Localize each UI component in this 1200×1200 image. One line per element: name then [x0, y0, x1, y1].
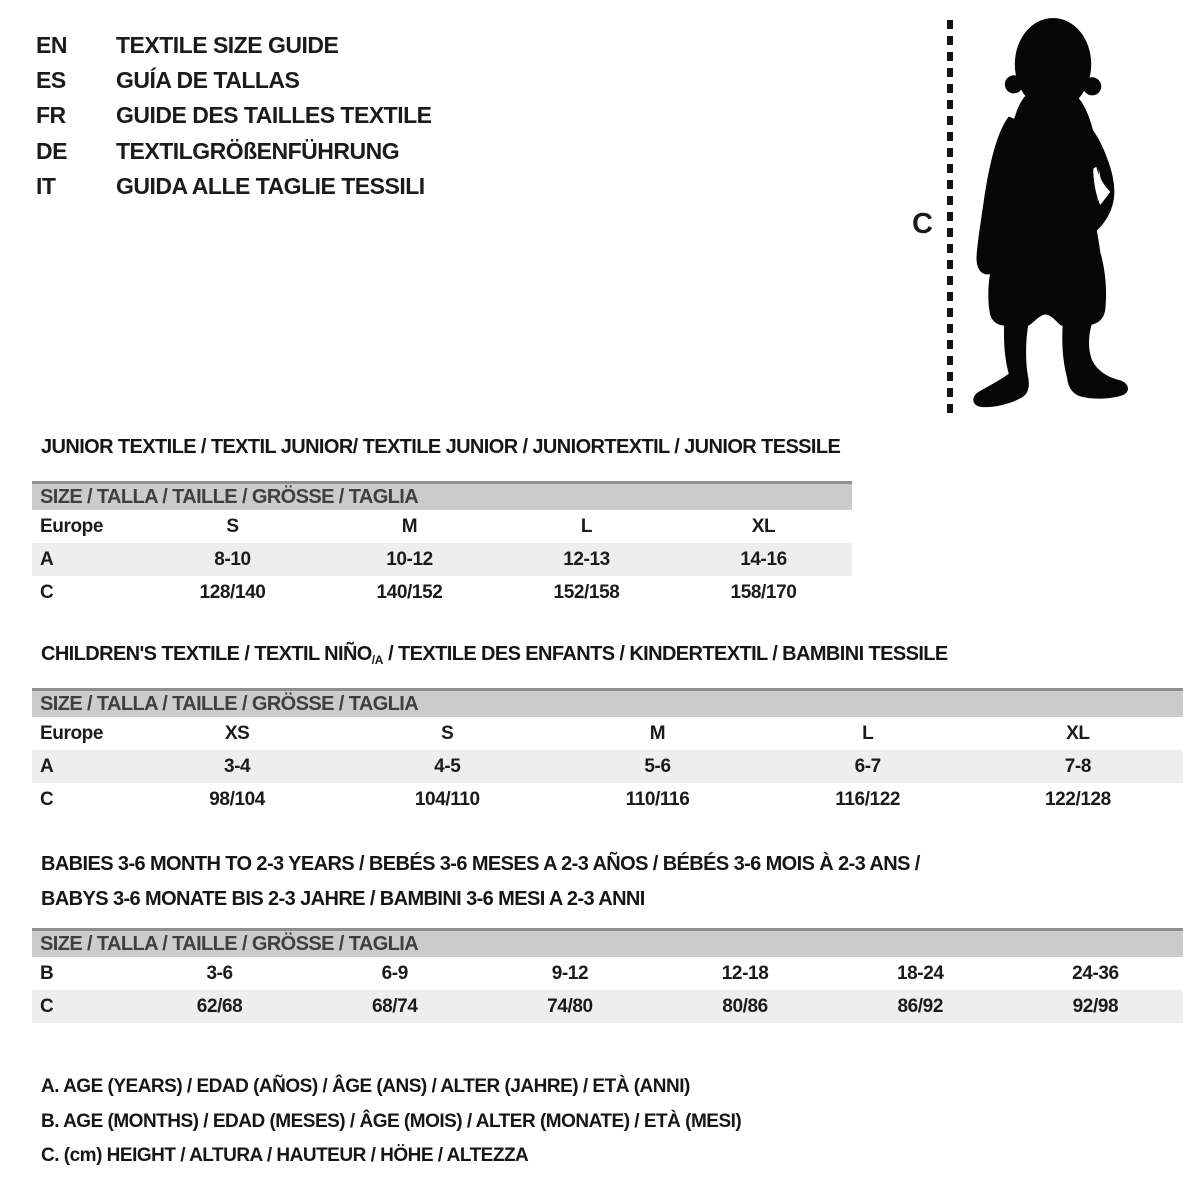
junior-size-table — [32, 481, 852, 609]
language-code: IT — [36, 172, 56, 199]
age-cell: 5-6 — [644, 755, 671, 777]
age-cell: 10-12 — [386, 548, 433, 570]
children-section-title — [41, 643, 948, 666]
legend-line-age-months: B. AGE (MONTHS) / EDAD (MESES) / ÂGE (MOIS) / ALTER (MONATE) / ETÀ (MESI) — [41, 1110, 742, 1132]
guide-title: TEXTILGRÖßENFÜHRUNG — [116, 137, 400, 164]
legend-line-height-cm: C. (cm) HEIGHT / ALTURA / HAUTEUR / HÖHE / ALTEZZA — [41, 1145, 529, 1167]
height-cell: 122/128 — [1044, 788, 1111, 810]
size-cell: L — [580, 515, 593, 537]
height-measure-label: C — [912, 208, 933, 240]
height-cell: 110/116 — [625, 788, 690, 810]
height-dashed-line — [947, 20, 953, 414]
age-cell: 4-5 — [434, 755, 461, 777]
children-title-suffix: / TEXTILE DES ENFANTS / KINDERTEXTIL / BAMBINI TESSILE — [383, 643, 948, 665]
row-label: Europe — [40, 722, 104, 744]
babies-size-table — [32, 928, 1183, 1023]
language-code: FR — [36, 102, 66, 129]
height-cell: 86/92 — [897, 995, 944, 1017]
children-title-subscript: /A — [371, 653, 384, 667]
guide-title: GUIDE DES TAILLES TEXTILE — [116, 102, 432, 129]
row-label: A — [40, 755, 54, 777]
language-code: ES — [36, 67, 66, 94]
language-row-fr — [36, 98, 432, 133]
language-row-es — [36, 63, 432, 98]
table-row-age — [32, 750, 1183, 783]
table-row-age — [32, 543, 852, 576]
height-cell: 98/104 — [209, 788, 265, 810]
legend — [41, 1070, 741, 1174]
size-cell: S — [441, 722, 454, 744]
language-row-it — [36, 169, 432, 204]
height-cell: 158/170 — [730, 581, 797, 603]
babies-section-title — [41, 847, 920, 917]
height-cell: 116/122 — [835, 788, 901, 810]
children-title-prefix: CHILDREN'S TEXTILE / TEXTIL NIÑO — [41, 643, 372, 665]
table-row-europe — [32, 510, 852, 543]
table-row-height — [32, 576, 852, 609]
children-size-table — [32, 688, 1183, 816]
height-cell: 80/86 — [722, 995, 768, 1017]
height-cell: 140/152 — [376, 581, 443, 603]
age-cell: 3-6 — [206, 962, 233, 984]
table-row-europe — [32, 717, 1183, 750]
guide-title: GUIDA ALLE TAGLIE TESSILI — [116, 172, 425, 199]
babies-title-line2: BABYS 3-6 MONATE BIS 2-3 JAHRE / BAMBINI 3-6 MESI A 2-3 ANNI — [41, 888, 645, 910]
size-cell: XL — [751, 515, 776, 537]
language-title-list — [36, 28, 432, 204]
language-row-en — [36, 28, 432, 63]
age-cell: 24-36 — [1072, 962, 1119, 984]
age-cell: 9-12 — [551, 962, 589, 984]
row-label: Europe — [40, 515, 104, 537]
row-label: B — [40, 962, 54, 984]
age-cell: 3-4 — [223, 755, 251, 777]
row-label: C — [40, 581, 54, 603]
size-cell: XS — [224, 722, 250, 744]
guide-title: TEXTILE SIZE GUIDE — [116, 32, 339, 59]
age-cell: 6-7 — [854, 755, 881, 777]
row-label: A — [40, 548, 54, 570]
guide-title: GUÍA DE TALLAS — [116, 67, 300, 94]
junior-section-title: JUNIOR TEXTILE / TEXTIL JUNIOR/ TEXTILE JUNIOR / JUNIORTEXTIL / JUNIOR TESSILE — [41, 436, 841, 458]
age-cell: 18-24 — [896, 962, 944, 984]
toddler-silhouette-icon — [964, 16, 1136, 414]
language-code: DE — [36, 137, 67, 164]
size-table-header: SIZE / TALLA / TAILLE / GRÖSSE / TAGLIA — [32, 928, 1183, 957]
language-row-de — [36, 134, 432, 169]
language-code: EN — [36, 32, 67, 59]
table-row-height — [32, 783, 1183, 816]
height-cell: 68/74 — [371, 995, 418, 1017]
age-cell: 7-8 — [1064, 755, 1092, 777]
height-cell: 104/110 — [414, 788, 480, 810]
table-row-months — [32, 957, 1183, 990]
size-table-header: SIZE / TALLA / TAILLE / GRÖSSE / TAGLIA — [32, 688, 1183, 717]
row-label: C — [40, 788, 54, 810]
row-label: C — [40, 995, 54, 1017]
height-cell: 128/140 — [199, 581, 266, 603]
size-cell: L — [862, 722, 874, 744]
size-cell: M — [401, 515, 418, 537]
height-cell: 74/80 — [547, 995, 593, 1017]
age-cell: 8-10 — [214, 548, 251, 570]
table-row-height — [32, 990, 1183, 1023]
size-cell: M — [649, 722, 666, 744]
legend-line-age-years: A. AGE (YEARS) / EDAD (AÑOS) / ÂGE (ANS) / ALTER (JAHRE) / ETÀ (ANNI) — [41, 1076, 690, 1097]
size-cell: S — [226, 515, 239, 537]
babies-title-line1: BABIES 3-6 MONTH TO 2-3 YEARS / BEBÉS 3-6 MESES A 2-3 AÑOS / BÉBÉS 3-6 MOIS À 2-3 ANS / — [41, 853, 920, 875]
size-cell: XL — [1066, 722, 1090, 744]
height-cell: 62/68 — [196, 995, 243, 1017]
age-cell: 6-9 — [381, 962, 408, 984]
age-cell: 14-16 — [740, 548, 787, 570]
height-cell: 152/158 — [553, 581, 620, 603]
height-cell: 92/98 — [1072, 995, 1119, 1017]
age-cell: 12-13 — [563, 548, 610, 570]
age-cell: 12-18 — [721, 962, 769, 984]
size-table-header: SIZE / TALLA / TAILLE / GRÖSSE / TAGLIA — [32, 481, 852, 510]
